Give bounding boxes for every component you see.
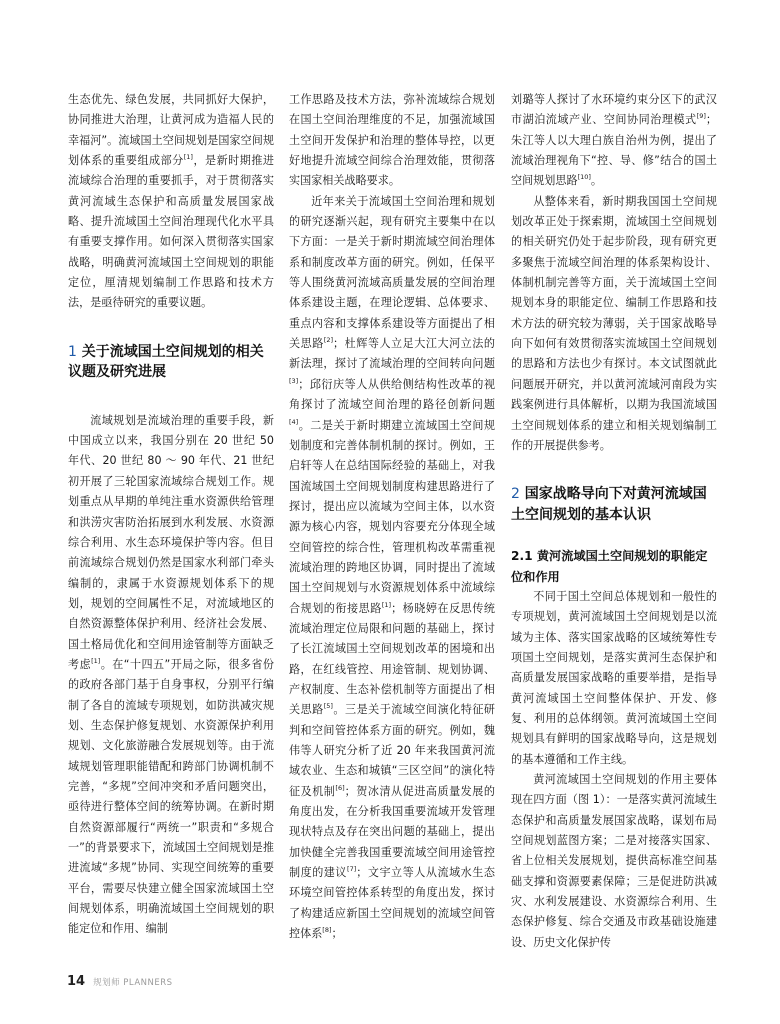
journal-name: 规划师 PLANNERS	[93, 978, 173, 988]
paragraph: 近年来关于流域国土空间治理和规划的研究逐渐兴起，现有研究主要集中在以下方面：一是关于新时期流域空间治理体系和制度改革方面的研究。例如，任保平等人围绕黄河流域高质量发展的空间治理体系建设主题，在理论逻辑、总体要求、重点内容和支撑体系建设等方面提出了相关思路[2]；杜辉等人立足大江大河立法的新法理，探讨了流域治理的空间转向问题[3]；邱衍庆等人从供给侧结构性改革的视角探讨了流域空间治理的路径创新问题[4]。二是关于新时期建立流域国土空间规划制度和完善体制机制的探讨。例如，王启轩等人在总结国际经验的基础上，对我国流域国土空间规划制度构建思路进行了探讨，提出应以流域为空间主体，以水资源为核心内容，规划内容要充分体现全域空间管控的综合性，管理机构改革需重视流域治理的跨地区协调，同时提出了流域国土空间规划与水资源规划体系中流域综合规划的衔接思路[1]；杨晓婷在反思传统流域治理定位局限和问题的基础上，探讨了长江流域国土空间规划改革的困境和出路，在红线管控、用途管制、规划协调、产权制度、生态补偿机制等方面提出了相关思路[5]。三是关于流域空间演化特征研判和空间管控体系方面的研究。例如，魏伟等人研究分析了近 20 年来我国黄河流域农业、生态和城镇“三区空间”的演化特征及机制[6]；贺冰清从促进高质量发展的角度出发，在分析我国重要流域开发管理现状特点及存在突出问题的基础上，提出加快健全完善我国重要流域空间用途管控制度的建议[7]；文宇立等人从流域水生态环境空间管控体系转型的角度出发，探讨了构建适应新国土空间规划的流域空间管控体系[8]；	[289, 194, 495, 941]
text-column-middle	[289, 90, 495, 944]
section-heading-1: 1 关于流域国土空间规划的相关议题及研究进展	[68, 343, 264, 381]
citation: [4]	[289, 417, 299, 426]
paragraph: 从整体来看，新时期我国国土空间规划改革正处于探索期，流域国土空间规划的相关研究仍处于起步阶段，现有研究更多聚焦于流域空间治理的体系架构设计、体制机制完善等方面，关于流域国土空间规划本身的职能定位、编制工作思路和技术方法的研究较为薄弱，关于国家战略导向下如何有效贯彻落实流域国土空间规划的思路和方法也少有探讨。本文试图就此问题展开研究，并以黄河流域河南段为实践案例进行具体解析，以期为我国流域国土空间规划体系的建立和相关规划编制工作的开展提供参考。	[511, 194, 717, 452]
text-column-left	[68, 90, 274, 940]
citation: [9]	[696, 112, 706, 121]
paragraph: 不同于国土空间总体规划和一般性的专项规划，黄河流域国土空间规划是以流域为主体、落实国家战略的区域统筹性专项国土空间规划，是落实黄河生态保护和高质量发展国家战略的重要举措，是指导黄河流域国土空间整体保护、开发、修复、利用的总体纲领。黄河流域国土空间规划具有鲜明的国家战略导向，这是规划的基本遵循和工作主线。	[511, 589, 717, 766]
citation: [1]	[91, 656, 101, 665]
section-heading-2: 2 国家战略导向下对黄河流域国土空间规划的基本认识	[511, 486, 707, 523]
citation: [1]	[183, 153, 193, 162]
paragraph: 黄河流域国土空间规划的作用主要体现在四方面（图 1）：一是落实黄河流域生态保护和高质量发展国家战略，谋划布局空间规划蓝图方案；二是对接落实国家、省上位相关发展规划，提供高标准空间基础支撑和资源要素保障；三是促进防洪减灾、水利发展建设、水资源综合利用、生态保护修复、综合交通及市政基础设施建设、历史文化保护传	[511, 772, 717, 949]
citation: [1]	[381, 600, 392, 609]
citation: [2]	[323, 336, 334, 345]
citation: [10]	[577, 173, 591, 182]
paragraph: 刘璐等人探讨了水环境约束分区下的武汉市湖泊流域产业、空间协同治理模式[9]；朱江等人以大理白族自治州为例，提出了流域治理视角下“控、导、修”结合的国土空间规划思路[10]。	[511, 93, 717, 188]
paragraph: 生态优先、绿色发展，共同抓好大保护，协同推进大治理，让黄河成为造福人民的幸福河”。流域国土空间规划是国家空间规划体系的重要组成部分[1]，是新时期推进流域综合治理的重要抓手，对于贯彻落实黄河流域生态保护和高质量发展国家战略、提升流域国土空间治理现代化水平具有重要支撑作用。如何深入贯彻落实国家战略，明确黄河流域国土空间规划的职能定位，厘清规划编制工作思路和技术方法，是亟待研究的重要议题。	[68, 93, 274, 310]
citation: [3]	[289, 376, 299, 385]
citation: [6]	[335, 783, 345, 792]
paragraph: 工作思路及技术方法，弥补流域综合规划在国土空间治理维度的不足，加强流域国土空间开发保护和治理的整体导控，以更好地提升流域空间综合治理效能，贯彻落实国家相关战略要求。	[289, 93, 495, 188]
citation: [8]	[322, 926, 332, 935]
paragraph: 流域规划是流域治理的重要手段，新中国成立以来，我国分别在 20 世纪 50 年代、20 世纪 80 ～ 90 年代、21 世纪初开展了三轮国家流域综合规划工作。规划重点从早期的单纯注重水资源供给管理和洪涝灾害防治拓展到水利发展、水资源综合利用、水生态环境保护等内容。但目前流域综合规划仍然是国家水利部门牵头编制的，隶属于水资源规划体系下的规划，规划的空间属性不足，对流域地区的自然资源整体保护利用、经济社会发展、国土格局优化和空间用途管制等方面缺乏考虑[1]。在“十四五”开局之际，很多省份的政府各部门基于自身事权，分别平行编制了各自的流域专项规划，如防洪减灾规划、生态保护修复规划、水资源保护利用规划、文化旅游融合发展规划等。由于流域规划管理职能错配和跨部门协调机制不完善，“多规”空间冲突和矛盾问题突出，亟待进行整体空间的统筹协调。在新时期自然资源部履行“两统一”职责和“多规合一”的背景要求下，流域国土空间规划是推进流域“多规”协同、实现空间统筹的重要平台，需要尽快建立健全国家流域国土空间规划体系，明确流域国土空间规划的职能定位和作用、编制	[68, 413, 274, 936]
citation: [5]	[323, 702, 333, 711]
citation: [7]	[347, 865, 357, 874]
text-column-right	[511, 90, 717, 953]
page-footer	[67, 974, 173, 989]
page-number: 14	[67, 974, 86, 989]
subsection-heading-2-1: 2.1 黄河流域国土空间规划的职能定位和作用	[511, 549, 708, 584]
